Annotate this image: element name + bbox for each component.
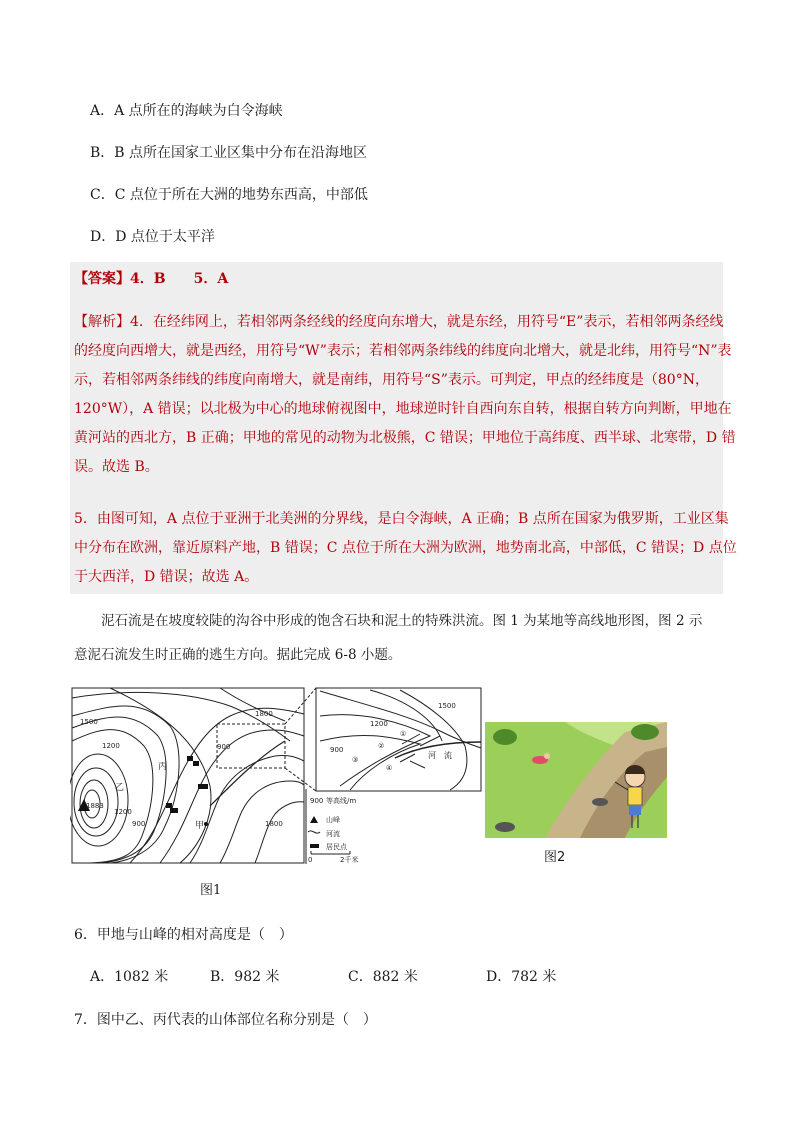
contour-label-900: 900 bbox=[217, 743, 231, 751]
answer-line: 【答案】4．B 5．A bbox=[74, 271, 229, 287]
q6-choice-d: D．782 米 bbox=[486, 969, 557, 985]
peak-elevation: 1883 bbox=[86, 802, 104, 810]
contour-label-1200b: 1200 bbox=[114, 808, 132, 816]
analysis-4-line-4: 120°W），A 错误；以北极为中心的地球俯视图中，地球逆时针自西向东自转，根据自转方向判断，甲地在 bbox=[74, 401, 732, 417]
legend-contour: 等高线/m bbox=[326, 797, 357, 805]
q6-choice-a: A．1082 米 bbox=[90, 969, 169, 985]
inset-river-label: 河 流 bbox=[428, 751, 452, 760]
analysis-4-line-6: 误。故选 B。 bbox=[74, 459, 159, 475]
option-a: A．A 点所在的海峡为白令海峡 bbox=[90, 103, 283, 119]
analysis-5-line-2: 中分布在欧洲，靠近原料产地，B 错误；C 点位于所在大洲为欧洲，地势南北高，中部低，C 错误；D 点位 bbox=[74, 540, 737, 556]
option-b: B．B 点所在国家工业区集中分布在沿海地区 bbox=[90, 145, 368, 161]
intro-line-2: 意泥石流发生时正确的逃生方向。据此完成 6-8 小题。 bbox=[74, 647, 402, 663]
legend-peak-icon bbox=[310, 816, 318, 823]
legend-contour-sample: 900 bbox=[310, 797, 324, 805]
label-yi: 乙 bbox=[115, 783, 125, 793]
figure-2-illustration bbox=[485, 722, 667, 838]
inset-contour-900: 900 bbox=[330, 746, 344, 754]
option-c: C．C 点位于所在大洲的地势东西高，中部低 bbox=[90, 187, 368, 203]
figure-2-caption: 图2 bbox=[544, 850, 566, 865]
q6-choice-b: B．982 米 bbox=[210, 969, 280, 985]
option-d: D．D 点位于太平洋 bbox=[90, 229, 215, 245]
inset-contour-1500: 1500 bbox=[438, 702, 456, 710]
contour-label-900b: 900 bbox=[132, 820, 146, 828]
contour-label-1500: 1500 bbox=[80, 718, 98, 726]
contour-label-1800b: 1800 bbox=[265, 820, 283, 828]
legend-scale-0: 0 bbox=[308, 856, 313, 864]
contour-label-1200: 1200 bbox=[102, 742, 120, 750]
analysis-4-line-5: 黄河站的西北方，B 正确；甲地的常见的动物为北极熊，C 错误；甲地位于高纬度、西半球、北寒带，D 错 bbox=[74, 430, 736, 446]
analysis-5-line-1: 5．由图可知，A 点位于亚洲于北美洲的分界线，是白令海峡，A 正确；B 点所在国家为俄罗斯，工业区集 bbox=[74, 511, 729, 527]
intro-line-1: 泥石流是在坡度较陡的沟谷中形成的饱含石块和泥土的特殊洪流。图 1 为某地等高线地形图，图 2 示 bbox=[101, 613, 703, 629]
legend-settlement: 居民点 bbox=[326, 843, 347, 851]
figure-1-caption: 图1 bbox=[200, 883, 222, 898]
analysis-5-line-3: 于大西洋，D 错误；故选 A。 bbox=[74, 569, 259, 585]
legend-river: 河流 bbox=[326, 830, 340, 838]
legend-scale-2km: 2千米 bbox=[340, 856, 359, 864]
legend-peak: 山峰 bbox=[326, 816, 340, 824]
contour-label-1800: 1800 bbox=[255, 710, 273, 718]
figure-1-contour-map bbox=[70, 686, 483, 866]
inset-contour-1200: 1200 bbox=[370, 720, 388, 728]
label-bing: 丙 bbox=[158, 762, 168, 772]
inset-marker-2: ② bbox=[378, 742, 385, 750]
label-jia: 甲 bbox=[195, 821, 205, 831]
inset-marker-3: ③ bbox=[352, 756, 359, 764]
analysis-4-line-1: 【解析】4．在经纬网上，若相邻两条经线的经度向东增大，就是东经，用符号“E”表示，若相邻两条经线 bbox=[74, 314, 724, 330]
analysis-4-line-3: 示，若相邻两条纬线的纬度向南增大，就是南纬，用符号“S”表示。可判定，甲点的经纬度是（80°N， bbox=[74, 372, 709, 388]
question-7-stem: 7．图中乙、丙代表的山体部位名称分别是（ ） bbox=[74, 1012, 377, 1028]
question-6-stem: 6．甲地与山峰的相对高度是（ ） bbox=[74, 927, 293, 943]
inset-marker-4: ④ bbox=[386, 764, 393, 772]
q6-choice-c: C．882 米 bbox=[348, 969, 418, 985]
analysis-4-line-2: 的经度向西增大，就是西经，用符号“W”表示；若相邻两条纬线的纬度向北增大，就是北纬，用符号“N”表 bbox=[74, 343, 732, 359]
inset-marker-1: ① bbox=[400, 730, 407, 738]
